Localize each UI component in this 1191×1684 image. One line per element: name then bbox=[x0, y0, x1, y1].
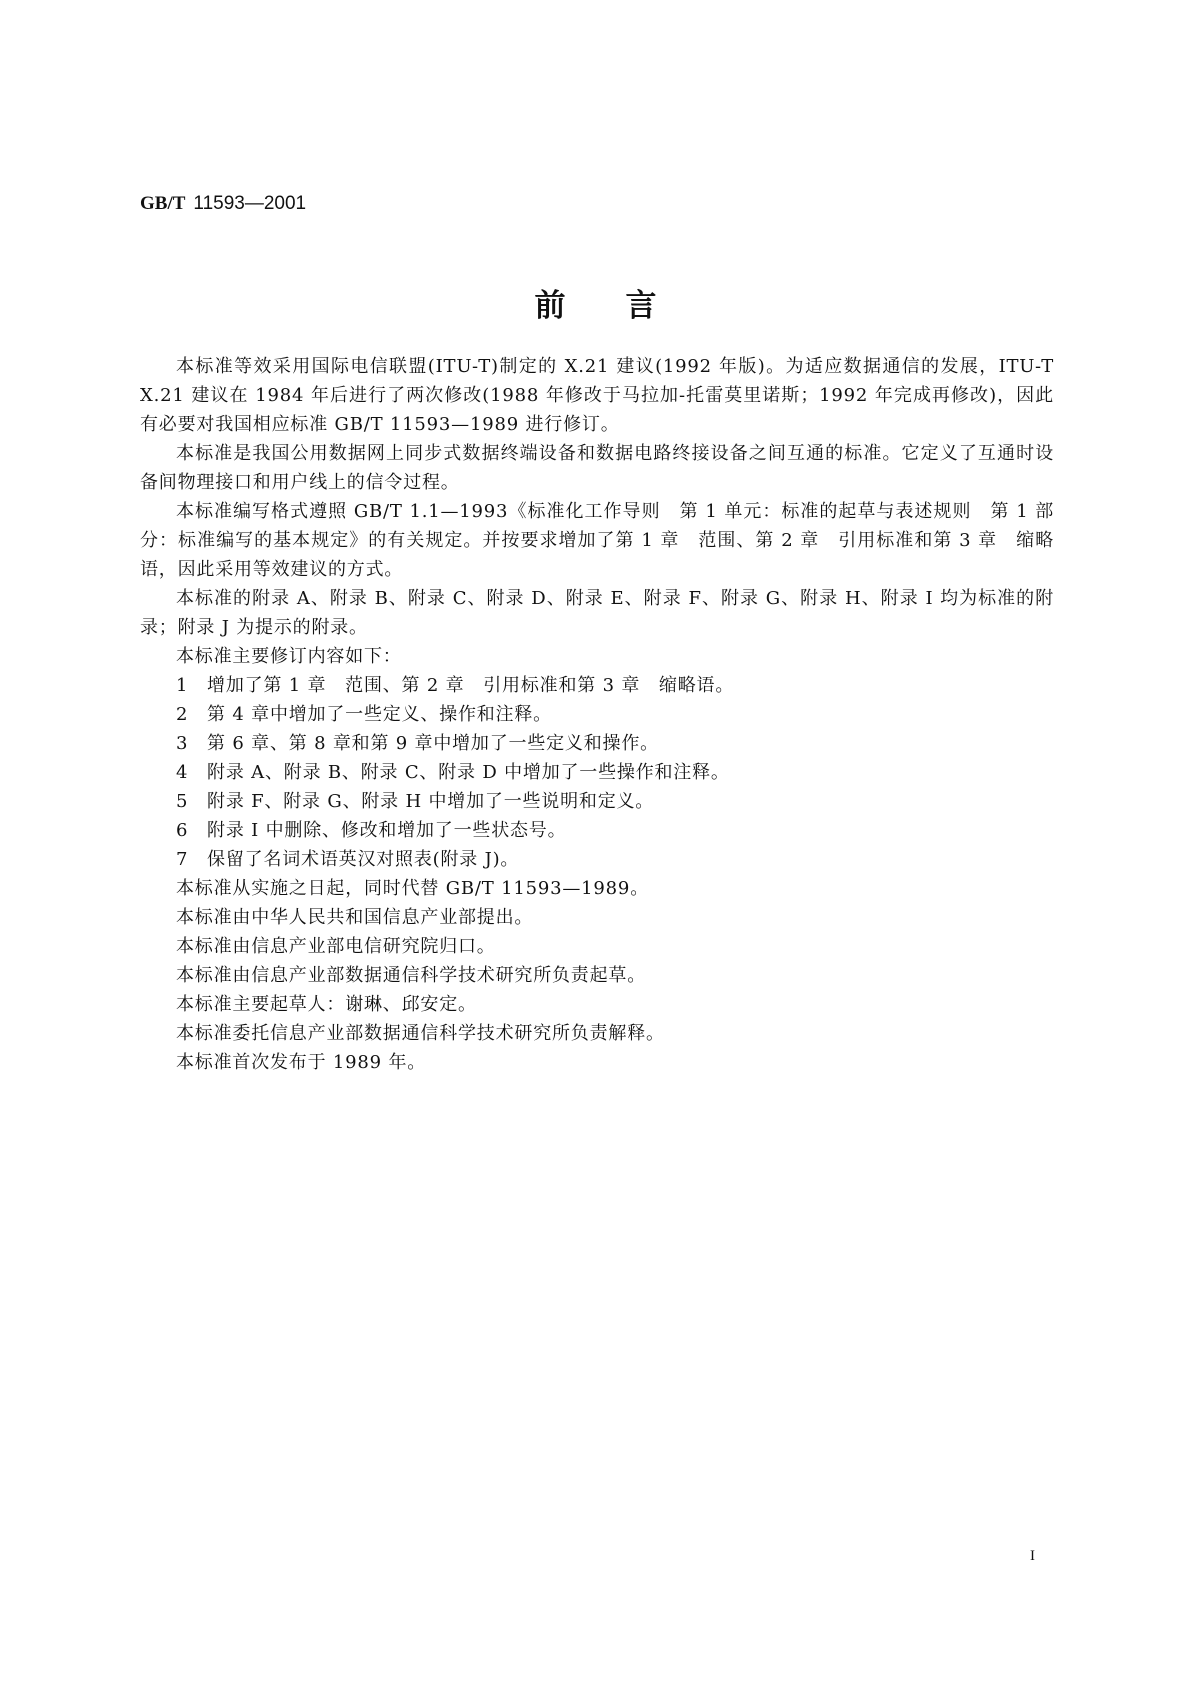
paragraph: 本标准由信息产业部数据通信科学技术研究所负责起草。 bbox=[176, 965, 646, 986]
revision-item: 1 增加了第 1 章 范围、第 2 章 引用标准和第 3 章 缩略语。 bbox=[176, 675, 735, 696]
revision-item: 5 附录 F、附录 G、附录 H 中增加了一些说明和定义。 bbox=[176, 791, 655, 812]
revision-item: 3 第 6 章、第 8 章和第 9 章中增加了一些定义和操作。 bbox=[176, 733, 659, 754]
standard-code bbox=[140, 192, 306, 215]
paragraph: 本标准主要起草人：谢琳、邱安定。 bbox=[176, 994, 477, 1015]
revision-item: 4 附录 A、附录 B、附录 C、附录 D 中增加了一些操作和注释。 bbox=[176, 762, 730, 783]
standard-number: 11593—2001 bbox=[193, 193, 307, 214]
revision-item: 2 第 4 章中增加了一些定义、操作和注释。 bbox=[176, 704, 552, 725]
paragraph: 本标准主要修订内容如下： bbox=[176, 646, 402, 667]
paragraph: 本标准等效采用国际电信联盟(ITU-T)制定的 X.21 建议(1992 年版)。为适应数据通信的发展，ITU-T X.21 建议在 1984 年后进行了两次修改(1988 年修改于马拉加-托雷莫里诺斯；1992 年完成再修改)，因此有必要对我国相应标准 GB/T 11593—1989 进行修订。 bbox=[140, 356, 1054, 435]
foreword-body bbox=[140, 352, 1054, 1077]
page-number: I bbox=[1030, 1548, 1035, 1564]
paragraph: 本标准是我国公用数据网上同步式数据终端设备和数据电路终接设备之间互通的标准。它定义了互通时设备间物理接口和用户线上的信令过程。 bbox=[140, 443, 1054, 493]
revision-item: 6 附录 I 中删除、修改和增加了一些状态号。 bbox=[176, 820, 567, 841]
paragraph: 本标准由信息产业部电信研究院归口。 bbox=[176, 936, 496, 957]
revision-item: 7 保留了名词术语英汉对照表(附录 J)。 bbox=[176, 849, 520, 870]
paragraph: 本标准由中华人民共和国信息产业部提出。 bbox=[176, 907, 534, 928]
paragraph: 本标准编写格式遵照 GB/T 1.1—1993《标准化工作导则 第 1 单元：标准的起草与表述规则 第 1 部分：标准编写的基本规定》的有关规定。并按要求增加了第 1 章 范围、第 2 章 引用标准和第 3 章 缩略语，因此采用等效建议的方式。 bbox=[140, 501, 1054, 580]
paragraph: 本标准的附录 A、附录 B、附录 C、附录 D、附录 E、附录 F、附录 G、附录 H、附录 I 均为标准的附录；附录 J 为提示的附录。 bbox=[140, 588, 1054, 638]
paragraph: 本标准首次发布于 1989 年。 bbox=[176, 1052, 427, 1073]
standard-prefix: GB/T bbox=[140, 193, 186, 214]
paragraph: 本标准从实施之日起，同时代替 GB/T 11593—1989。 bbox=[176, 878, 649, 899]
page-title: 前言 bbox=[534, 288, 717, 324]
paragraph: 本标准委托信息产业部数据通信科学技术研究所负责解释。 bbox=[176, 1023, 665, 1044]
